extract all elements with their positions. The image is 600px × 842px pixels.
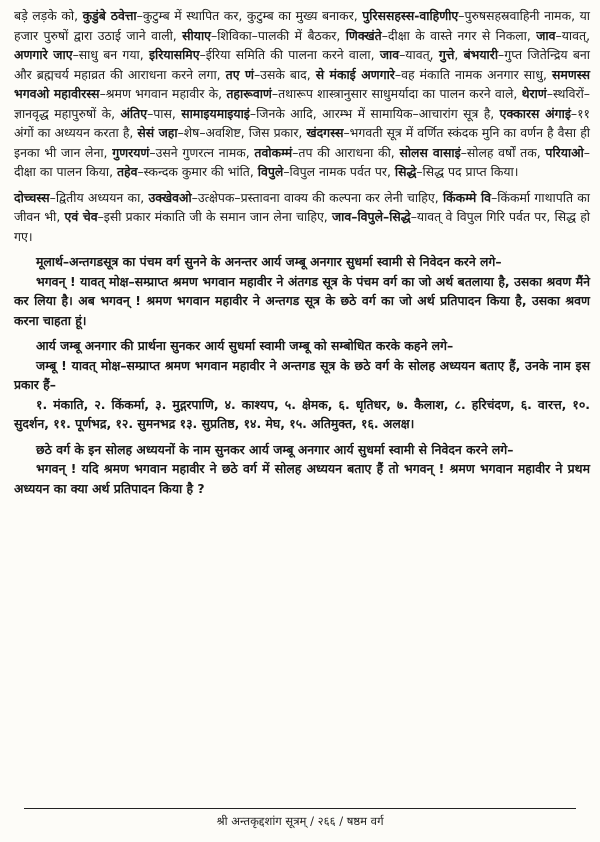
gloss-text: बड़े लड़के को,	[14, 8, 83, 23]
prakrit-term: जाव–विपुले–सिद्धे	[331, 209, 411, 224]
translation-paragraph-4: जम्बू ! यावत् मोक्ष–सम्प्राप्त श्रमण भगवान महावीर ने अन्तगड सूत्र के छठे वर्ग के सोलह अध्ययन बताए हैं, उनके नाम इस प्रकार हैं–	[14, 357, 590, 392]
prakrit-term: थेराणं	[521, 86, 547, 101]
prakrit-term: पुरिससहस्स-वाहिणीए	[362, 8, 459, 23]
prakrit-term: बंभयारी	[463, 47, 499, 62]
prakrit-term: सोलस वासाइं	[399, 144, 461, 160]
gloss-text: –विपुल नामक पर्वत पर,	[283, 164, 395, 179]
prakrit-term: अणगारे जाए	[14, 47, 73, 62]
gloss-text: –द्वितीय अध्ययन का,	[49, 189, 149, 205]
gloss-text: –दीक्षा के वास्ते नगर से निकला,	[381, 27, 537, 43]
gloss-text: –कुटुम्ब में स्थापित कर, कुटुम्ब का मुख्य बनाकर,	[136, 8, 363, 23]
prakrit-term: सीयाए	[182, 27, 212, 43]
gloss-text: –स्कन्दक कुमार की भांति,	[137, 164, 258, 179]
gloss-text: –गुप्त जितेन्द्रिय बना और ब्रह्मचर्य महाव्रत की आराधना करने लगा,	[14, 47, 591, 82]
gloss-text: –पुरुषसहस्रवाहिनी नामक, या हजार पुरुषों द्वारा उठाई जाने वाली,	[14, 8, 590, 43]
prakrit-term: से मंकाई अणगारे	[315, 66, 395, 82]
gloss-text: –यावत्,	[399, 47, 439, 62]
gloss-text: ,	[454, 47, 464, 62]
prakrit-term: गुणरयणं	[112, 144, 150, 160]
prakrit-term: तहेव	[116, 164, 138, 179]
gloss-text: –यावत् वे विपुल गिरि पर्वत पर, सिद्ध हो गए।	[14, 209, 591, 244]
translation-paragraph-6: छठे वर्ग के इन सोलह अध्ययनों के नाम सुनकर आर्य जम्बू अनगार आर्य सुधर्मा स्वामी से निवेदन करने लगे–	[36, 441, 514, 457]
prakrit-term: जाव	[536, 27, 556, 43]
chapter-names-list: १. मंकाति, २. किंकर्मा, ३. मुद्गरपाणि, ४. काश्यप, ५. क्षेमक, ६. धृतिधर, ७. कैलाश, ८. हरिचंदण, ६. वारत्त, १०. सुदर्शन, ११. पूर्णभद्र, १२. सुमनभद्र १३. सुप्रतिष्ठ, १४. मेघ, १५. अतिमुक्त, १६. अलक्ष।	[14, 396, 590, 431]
prakrit-term: परियाओ	[545, 144, 584, 160]
gloss-text: –वह मंकाति नामक अनगार साधु,	[394, 66, 552, 82]
gloss-text: –सिद्ध पद प्राप्त किया।	[416, 164, 519, 179]
gloss-text: –किंकर्मा गाथापति का जीवन भी,	[14, 189, 591, 224]
prakrit-term: दोच्चस्स	[14, 189, 50, 205]
gloss-text: –यावत्,	[555, 27, 591, 43]
commentary-paragraph-1	[14, 6, 590, 182]
translation-paragraph-3: आर्य जम्बू अनगार की प्रार्थना सुनकर आर्य सुधर्मा स्वामी जम्बू को सम्बोधित करके कहने लगे–	[36, 338, 454, 353]
prakrit-term: विपुले	[257, 164, 284, 179]
prakrit-term: जाव	[379, 47, 400, 62]
prakrit-term: किंकम्मे वि	[442, 189, 492, 205]
prakrit-term: समणस्स भगवओ महावीरस्स	[14, 66, 591, 101]
prakrit-term: खंदगस्स	[306, 125, 344, 140]
gloss-text: –सोलह वर्षों तक,	[460, 144, 546, 160]
prakrit-term: अंतिए	[120, 105, 148, 121]
prakrit-term: णिक्खंते	[345, 27, 382, 43]
gloss-text: –भगवती सूत्र में वर्णित स्कंदक मुनि का वर्णन है वैसा ही इनका भी जान लेना,	[14, 125, 590, 160]
gloss-text: –तप की आराधना की,	[292, 144, 400, 160]
prakrit-term: कुडुंबे ठवेत्ता	[82, 8, 137, 23]
gloss-text: –उसके बाद,	[253, 66, 316, 82]
page-body	[14, 6, 590, 504]
translation-paragraph-7: भगवन् ! यदि श्रमण भगवान महावीर ने छठे वर्ग में सोलह अध्ययन बताए हैं तो भगवन् ! श्रमण भगवान महावीर ने प्रथम अध्ययन का क्या अर्थ प्रतिपादन किया है ?	[14, 461, 590, 496]
gloss-text: –स्थविरों–ज्ञानवृद्ध महापुरुषों के,	[14, 86, 591, 121]
translation-paragraph-2: भगवन् ! यावत् मोक्ष–सम्प्राप्त श्रमण भगवान महावीर ने अंतगड सूत्र के पंचम वर्ग का जो अर्थ बतलाया है, उसका श्रवण मैंने कर लिया है। अब भगवन् ! श्रमण भगवान महावीर ने अन्तगड सूत्र के छठे वर्ग का जो अर्थ प्रतिपादन किया है, उसका श्रवण करना चाहता हूं।	[14, 273, 590, 328]
translation-heading-paragraph: मूलार्थ–अन्तगडसूत्र का पंचम वर्ग सुनने के अनन्तर आर्य जम्बू अनगार सुधर्मा स्वामी से निवेदन करने लगे–	[36, 254, 502, 269]
page-footer: श्री अन्तकृद्दशांग सूत्रम् / २६६ / षष्ठम वर्ग	[216, 814, 384, 828]
gloss-text: –दीक्षा का पालन किया,	[14, 144, 590, 179]
gloss-text: –पास,	[147, 105, 182, 121]
prakrit-term: इरियासमिए	[148, 47, 200, 62]
gloss-text: –साधु बन गया,	[72, 47, 149, 62]
gloss-text: –ईरिया समिति की पालना करने वाला,	[199, 47, 380, 62]
prakrit-term: उक्खेवओ	[148, 189, 192, 205]
prakrit-term: एवं चेव	[64, 209, 98, 224]
prakrit-term: तवोकम्मं	[254, 144, 293, 160]
gloss-text: –उसने गुणरत्न नामक,	[149, 144, 255, 160]
gloss-text: –इसी प्रकार मंकाति जी के समान जान लेना चाहिए,	[97, 209, 332, 224]
prakrit-term: एक्कारस अंगाइं	[499, 105, 571, 121]
gloss-text: –शेष–अवशिष्ट, जिस प्रकार,	[177, 125, 307, 140]
prakrit-term: गुत्ते	[438, 47, 455, 62]
gloss-text: –शिविका–पालकी में बैठकर,	[211, 27, 346, 43]
prakrit-term: सेसं जहा	[137, 125, 178, 140]
gloss-text: –जिनके आदि, आरम्भ में सामायिक–आचारांग सूत्र है,	[249, 105, 500, 121]
gloss-text: –श्रमण भगवान महावीर के,	[99, 86, 227, 101]
gloss-text: –उत्क्षेपक–प्रस्तावना वाक्य की कल्पना कर लेनी चाहिए,	[191, 189, 443, 205]
prakrit-term: तहारूवाणं	[226, 86, 272, 101]
prakrit-term: सिद्धे	[394, 164, 417, 179]
gloss-text: –तथारूप शास्त्रानुसार साधुमर्यादा का पालन करने वाले,	[271, 86, 522, 101]
prakrit-term: सामाइयमाइयाइं	[181, 105, 250, 121]
prakrit-term: तए णं	[225, 66, 254, 82]
footer-divider	[24, 808, 576, 809]
gloss-text: –११ अंगों का अध्ययन करता है,	[14, 105, 590, 140]
commentary-paragraph-2	[14, 188, 590, 247]
